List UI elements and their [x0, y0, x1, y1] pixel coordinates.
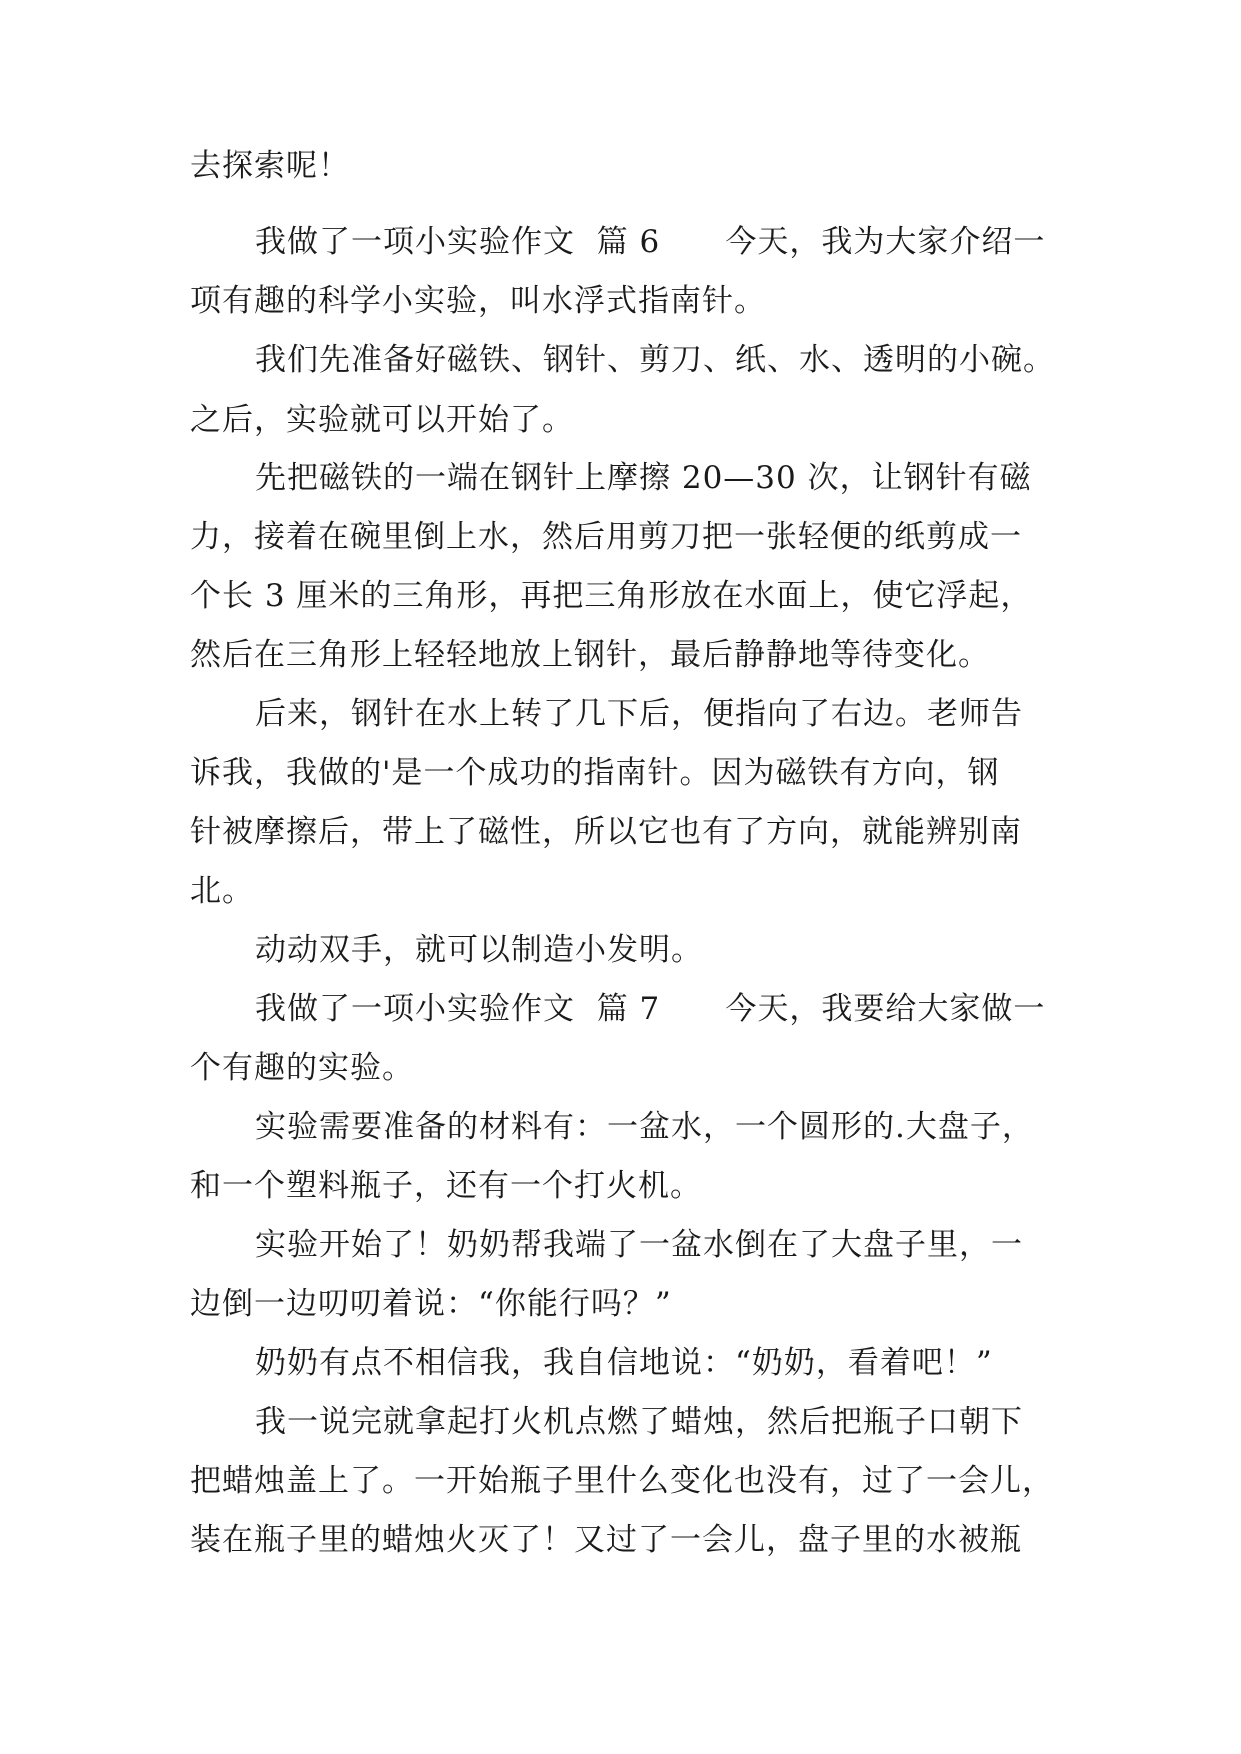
text-line-4: 我们先准备好磁铁、钢针、剪刀、纸、水、透明的小碗。: [255, 342, 1055, 378]
text-line-15: 我做了一项小实验作文 篇 7 今天，我要给大家做一: [255, 991, 1046, 1027]
text-line-3: 项有趣的科学小实验，叫水浮式指南针。: [190, 283, 766, 319]
text-line-13: 北。: [190, 873, 254, 909]
text-line-16: 个有趣的实验。: [190, 1050, 414, 1086]
text-line-12: 针被摩擦后，带上了磁性，所以它也有了方向，就能辨别南: [190, 814, 1022, 850]
text-line-21: 奶奶有点不相信我，我自信地说：“奶奶，看着吧！”: [255, 1345, 993, 1381]
text-line-9: 然后在三角形上轻轻地放上钢针，最后静静地等待变化。: [190, 637, 990, 673]
text-line-14: 动动双手，就可以制造小发明。: [255, 932, 703, 968]
text-line-17: 实验需要准备的材料有：一盆水，一个圆形的.大盘子，: [255, 1109, 1034, 1145]
text-line-23: 把蜡烛盖上了。一开始瓶子里什么变化也没有，过了一会儿，: [190, 1463, 1054, 1499]
text-line-19: 实验开始了！奶奶帮我端了一盆水倒在了大盘子里，一: [255, 1227, 1023, 1263]
text-line-6: 先把磁铁的一端在钢针上摩擦 20—30 次，让钢针有磁: [255, 460, 1032, 496]
text-line-10: 后来，钢针在水上转了几下后，便指向了右边。老师告: [255, 696, 1023, 732]
text-line-20: 边倒一边叨叨着说：“你能行吗？”: [190, 1286, 672, 1322]
text-line-2: 我做了一项小实验作文 篇 6 今天，我为大家介绍一: [255, 224, 1046, 260]
text-line-7: 力，接着在碗里倒上水，然后用剪刀把一张轻便的纸剪成一: [190, 519, 1022, 555]
text-line-8: 个长 3 厘米的三角形，再把三角形放在水面上，使它浮起，: [190, 578, 1033, 614]
text-line-1: 去探索呢！: [190, 148, 350, 184]
text-line-11: 诉我，我做的'是一个成功的指南针。因为磁铁有方向，钢: [190, 755, 1000, 791]
text-line-22: 我一说完就拿起打火机点燃了蜡烛，然后把瓶子口朝下: [255, 1404, 1023, 1440]
text-line-18: 和一个塑料瓶子，还有一个打火机。: [190, 1168, 702, 1204]
text-line-5: 之后，实验就可以开始了。: [190, 402, 574, 438]
text-line-24: 装在瓶子里的蜡烛火灭了！又过了一会儿，盘子里的水被瓶: [190, 1522, 1022, 1558]
